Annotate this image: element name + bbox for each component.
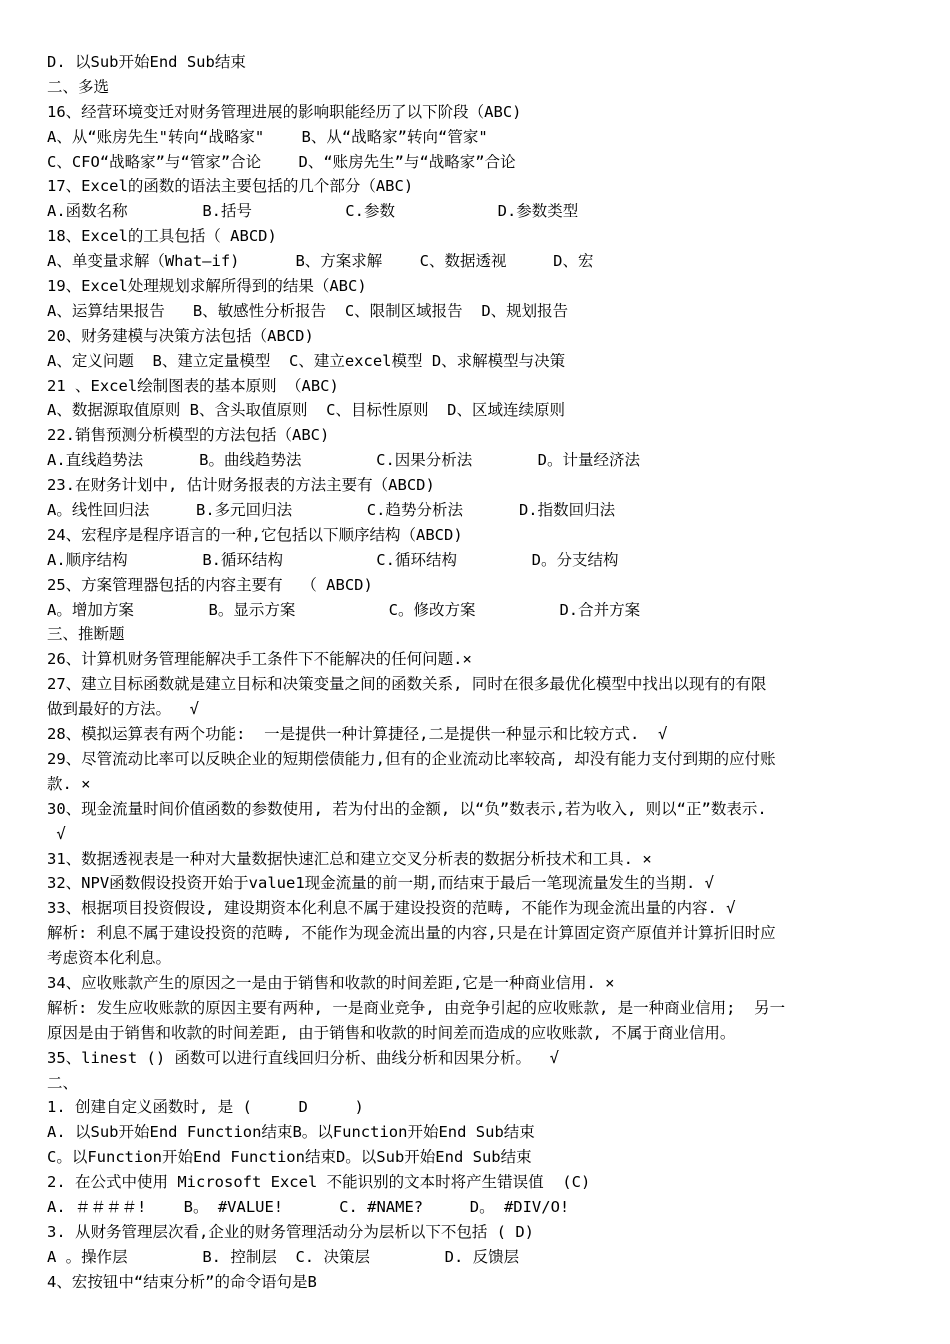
question-2: 2. 在公式中使用 Microsoft Excel 不能识别的文本时将产生错误值 (C) [47, 1173, 591, 1192]
question-21-options: A、数据源取值原则 B、含头取值原则 C、目标性原则 D、区域连续原则 [47, 401, 565, 420]
question-30-line-1: 30、现金流量时间价值函数的参数使用, 若为付出的金额, 以“负”数表示,若为收入, 则以“正”数表示. [47, 799, 767, 818]
section-heading-true-false: 三、推断题 [47, 625, 125, 644]
question-26: 26、计算机财务管理能解决手工条件下不能解决的任何问题.× [47, 650, 472, 669]
question-19-options: A、运算结果报告 B、敏感性分析报告 C、限制区域报告 D、规划报告 [47, 301, 569, 320]
question-33-analysis-line-2: 考虑资本化利息。 [47, 949, 172, 968]
question-30-line-2: √ [47, 824, 66, 843]
question-32: 32、NPV函数假设投资开始于value1现金流量的前一期,而结束于最后一笔现流量发生的当期. √ [47, 874, 714, 893]
question-34: 34、应收账款产生的原因之一是由于销售和收款的时间差距,它是一种商业信用. × [47, 973, 615, 992]
question-23: 23.在财务计划中, 估计财务报表的方法主要有（ABCD) [47, 476, 435, 495]
text-line-1: D. 以Sub开始End Sub结束 [47, 53, 246, 71]
question-29-line-1: 29、尽管流动比率可以反映企业的短期偿债能力,但有的企业流动比率较高, 却没有能力支付到期的应付账 [47, 749, 776, 768]
question-20-options: A、定义问题 B、建立定量模型 C、建立excel模型 D、求解模型与决策 [47, 351, 566, 370]
question-16: 16、经营环境变迁对财务管理进展的影响职能经历了以下阶段（ABC) [47, 102, 522, 121]
document-page [47, 50, 907, 1295]
question-17-options: A.函数名称 B.括号 C.参数 D.参数类型 [47, 202, 579, 221]
question-17: 17、Excel的函数的语法主要包括的几个部分（ABC) [47, 177, 414, 196]
question-29-line-2: 款. × [47, 774, 91, 793]
question-21: 21 、Excel绘制图表的基本原则 （ABC) [47, 376, 339, 395]
question-24-options: A.顺序结构 B.循环结构 C.循环结构 D。分支结构 [47, 550, 619, 569]
question-18-options: A、单变量求解（What—if) B、方案求解 C、数据透视 D、宏 [47, 252, 594, 271]
question-31: 31、数据透视表是一种对大量数据快速汇总和建立交叉分析表的数据分析技术和工具. × [47, 849, 652, 868]
question-27-line-2: 做到最好的方法。 √ [47, 700, 199, 719]
question-22: 22.销售预测分析模型的方法包括（ABC) [47, 426, 330, 445]
question-23-options: A。线性回归法 B.多元回归法 C.趋势分析法 D.指数回归法 [47, 501, 616, 520]
question-4: 4、宏按钮中“结束分析”的命令语句是B [47, 1272, 317, 1291]
section-heading-2: 二、 [47, 1073, 79, 1092]
question-22-options: A.直线趋势法 B。曲线趋势法 C.因果分析法 D。计量经济法 [47, 451, 640, 470]
question-1: 1. 创建自定义函数时, 是 ( D ) [47, 1098, 364, 1117]
question-3-options: A 。操作层 B. 控制层 C. 决策层 D. 反馈层 [47, 1247, 520, 1266]
question-25: 25、方案管理器包括的内容主要有 （ ABCD) [47, 575, 373, 594]
question-28: 28、模拟运算表有两个功能: 一是提供一种计算捷径,二是提供一种显示和比较方式. √ [47, 725, 668, 744]
question-25-options: A。增加方案 B。显示方案 C。修改方案 D.合并方案 [47, 600, 641, 619]
question-27-line-1: 27、建立目标函数就是建立目标和决策变量之间的函数关系, 同时在很多最优化模型中找出以现有的有限 [47, 675, 767, 694]
question-18: 18、Excel的工具包括（ ABCD) [47, 227, 277, 246]
question-16-options-ab: A、从“账房先生"转向“战略家" B、从“战略家”转向“管家" [47, 127, 488, 146]
question-1-options-ab: A. 以Sub开始End Function结束B。以Function开始End Sub结束 [47, 1123, 535, 1142]
question-33: 33、根据项目投资假设, 建设期资本化利息不属于建设投资的范畴, 不能作为现金流出量的内容. √ [47, 899, 736, 918]
question-33-analysis-line-1: 解析: 利息不属于建设投资的范畴, 不能作为现金流出量的内容,只是在计算固定资产原值并计算折旧时应 [47, 924, 776, 943]
question-24: 24、宏程序是程序语言的一种,它包括以下顺序结构（ABCD) [47, 525, 463, 544]
question-16-options-cd: C、CFO“战略家”与“管家”合论 D、“账房先生”与“战略家”合论 [47, 152, 516, 171]
question-35: 35、linest () 函数可以进行直线回归分析、曲线分析和因果分析。 √ [47, 1048, 559, 1067]
question-1-options-cd: C。以Function开始End Function结束D。以Sub开始End Sub结束 [47, 1148, 532, 1167]
question-34-analysis-line-1: 解析: 发生应收账款的原因主要有两种, 一是商业竞争, 由竞争引起的应收账款, 是一种商业信用; 另一 [47, 998, 786, 1017]
question-2-options: A. ＃＃＃＃! B。 #VALUE! C. #NAME? D。 #DIV/O! [47, 1197, 570, 1216]
question-34-analysis-line-2: 原因是由于销售和收款的时间差距, 由于销售和收款的时间差而造成的应收账款, 不属于商业信用。 [47, 1023, 736, 1042]
question-19: 19、Excel处理规划求解所得到的结果（ABC) [47, 277, 367, 296]
question-20: 20、财务建模与决策方法包括（ABCD) [47, 326, 314, 345]
question-3: 3. 从财务管理层次看,企业的财务管理活动分为层析以下不包括 ( D) [47, 1222, 534, 1241]
section-heading-multiple-choice: 二、多选 [47, 77, 110, 96]
